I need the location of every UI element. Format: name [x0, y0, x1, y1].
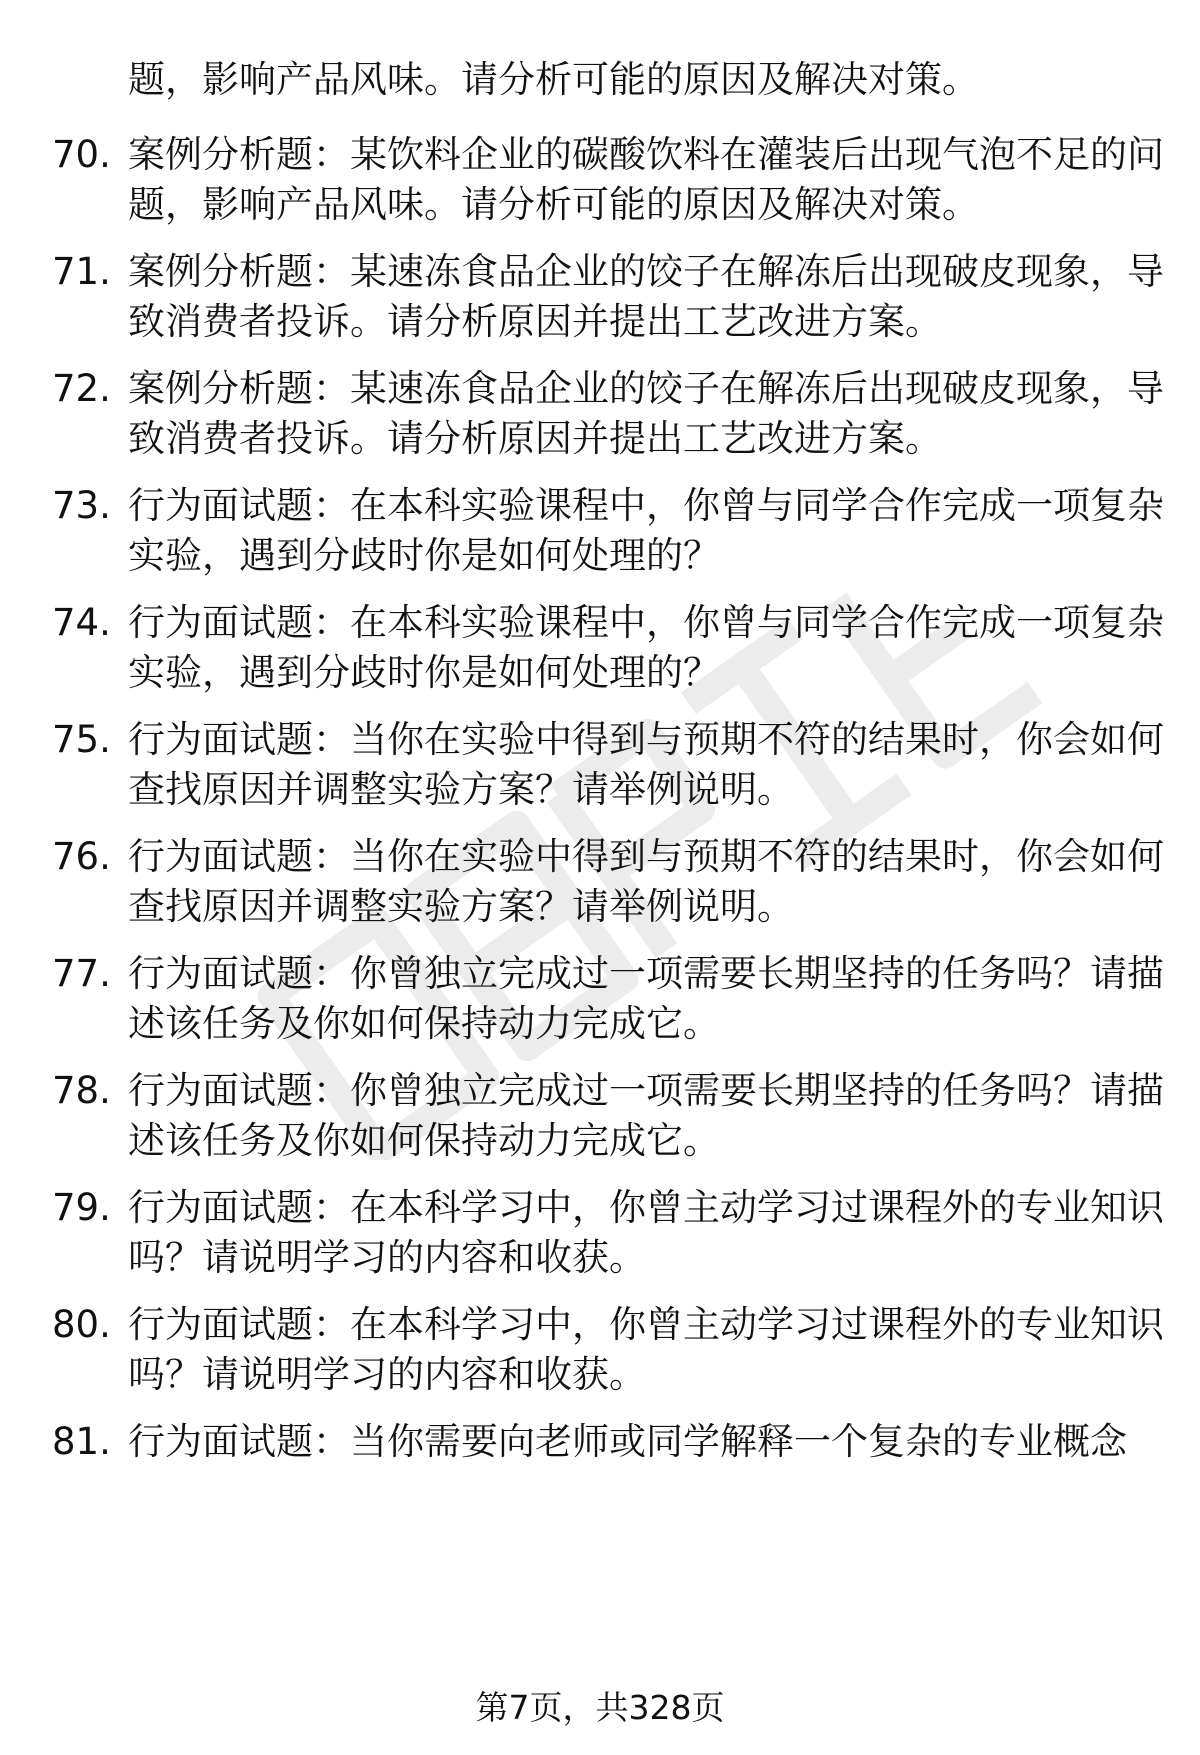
- question-number: 70.: [52, 133, 111, 176]
- question-number: 80.: [52, 1303, 111, 1346]
- question-item: [52, 949, 1164, 1049]
- continued-question-text: [52, 55, 1152, 105]
- question-item: [52, 130, 1164, 230]
- question-text: 行为面试题：在本科学习中，你曾主动学习过课程外的专业知识吗？请说明学习的内容和收获。: [128, 1186, 1164, 1279]
- question-number: 72.: [52, 367, 111, 410]
- question-text: 行为面试题：在本科学习中，你曾主动学习过课程外的专业知识吗？请说明学习的内容和收获。: [128, 1303, 1164, 1396]
- question-item: [52, 598, 1164, 698]
- question-number: 75.: [52, 718, 111, 761]
- question-number: 79.: [52, 1186, 111, 1229]
- question-text: 案例分析题：某速冻食品企业的饺子在解冻后出现破皮现象，导致消费者投诉。请分析原因并提出工艺改进方案。: [128, 250, 1164, 343]
- question-item: [52, 832, 1164, 932]
- question-text: 行为面试题：当你在实验中得到与预期不符的结果时，你会如何查找原因并调整实验方案？请举例说明。: [128, 718, 1164, 811]
- question-item: [52, 247, 1164, 347]
- question-number: 73.: [52, 484, 111, 527]
- question-number: 74.: [52, 601, 111, 644]
- question-number: 71.: [52, 250, 111, 293]
- question-item: [52, 481, 1164, 581]
- question-item: [52, 1066, 1164, 1166]
- question-number: 81.: [52, 1420, 111, 1463]
- question-text: 行为面试题：当你在实验中得到与预期不符的结果时，你会如何查找原因并调整实验方案？请举例说明。: [128, 835, 1164, 928]
- question-item: [52, 1183, 1164, 1283]
- question-number: 77.: [52, 952, 111, 995]
- question-text: 行为面试题：你曾独立完成过一项需要长期坚持的任务吗？请描述该任务及你如何保持动力完成它。: [128, 1069, 1164, 1162]
- question-text: 题，影响产品风味。请分析可能的原因及解决对策。: [128, 58, 979, 101]
- question-item: [52, 715, 1164, 815]
- question-text: 行为面试题：你曾独立完成过一项需要长期坚持的任务吗？请描述该任务及你如何保持动力完成它。: [128, 952, 1164, 1045]
- question-number: 76.: [52, 835, 111, 878]
- question-text: 行为面试题：在本科实验课程中，你曾与同学合作完成一项复杂实验，遇到分歧时你是如何处理的？: [128, 601, 1164, 694]
- question-text: 行为面试题：当你需要向老师或同学解释一个复杂的专业概念: [128, 1420, 1127, 1463]
- question-item: [52, 364, 1164, 464]
- question-text: 案例分析题：某饮料企业的碳酸饮料在灌装后出现气泡不足的问题，影响产品风味。请分析可能的原因及解决对策。: [128, 133, 1164, 226]
- question-item: [52, 1300, 1164, 1400]
- question-number: 78.: [52, 1069, 111, 1112]
- question-item: [52, 1417, 1152, 1467]
- page-footer: 第7页，共328页: [475, 1688, 725, 1727]
- question-text: 行为面试题：在本科实验课程中，你曾与同学合作完成一项复杂实验，遇到分歧时你是如何处理的？: [128, 484, 1164, 577]
- question-text: 案例分析题：某速冻食品企业的饺子在解冻后出现破皮现象，导致消费者投诉。请分析原因并提出工艺改进方案。: [128, 367, 1164, 460]
